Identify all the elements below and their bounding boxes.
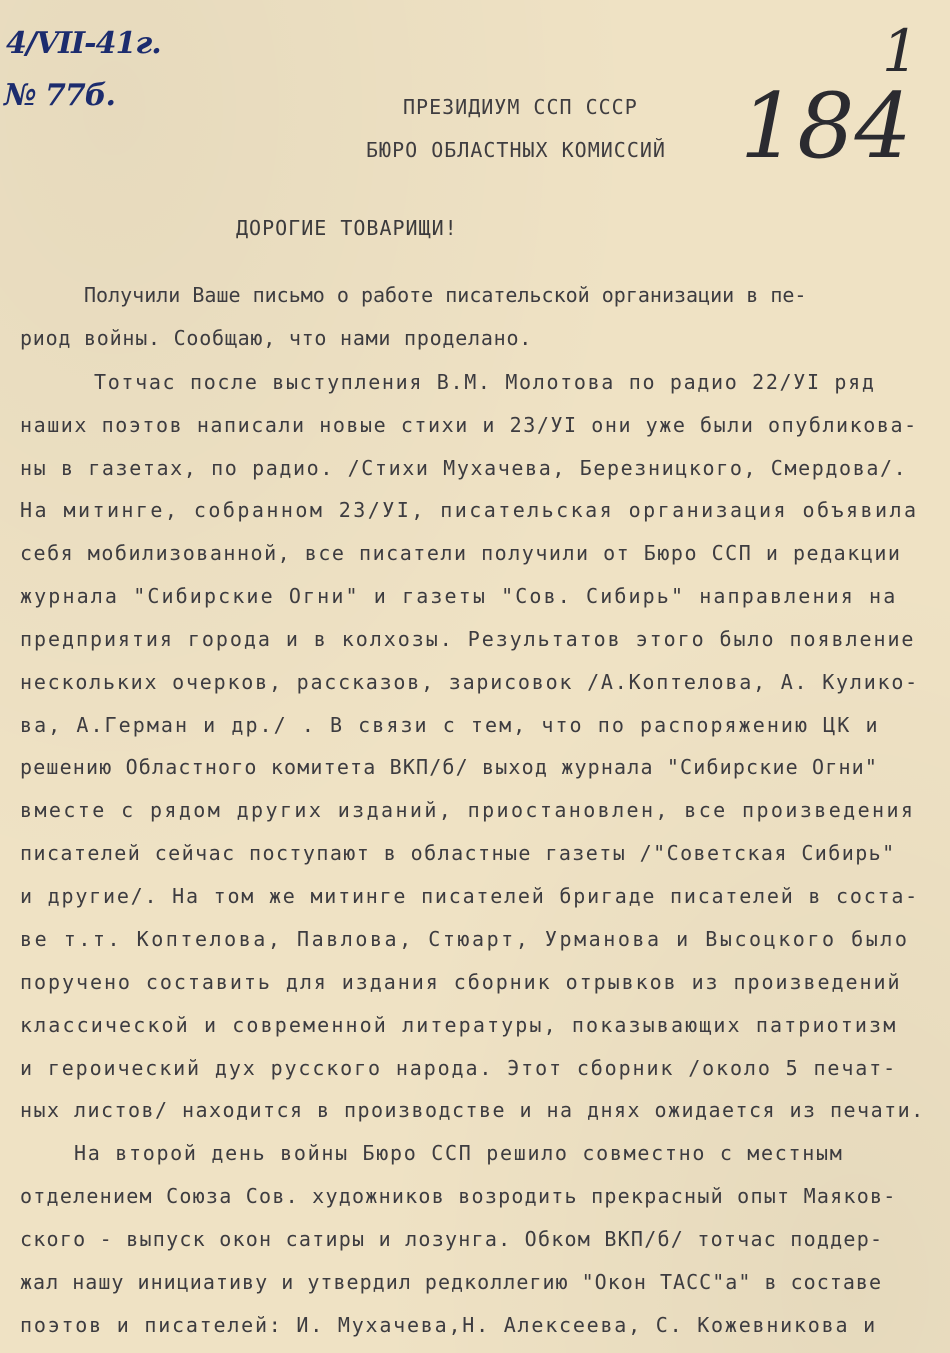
body-line: классической и современной литературы, показывающих патриотизм <box>20 1013 898 1037</box>
body-line: и героический дух русского народа. Этот сборник /около 5 печат- <box>20 1056 898 1080</box>
body-line: поручено составить для издания сборник отрывков из произведений <box>20 970 902 994</box>
handwritten-registration-number: № 77б. <box>4 78 115 113</box>
body-line: ского - выпуск окон сатиры и лозунга. Обком ВКП/б/ тотчас поддер- <box>20 1227 884 1251</box>
body-line: и другие/. На том же митинге писателей бригаде писателей в соста- <box>20 884 920 908</box>
body-line: писателей сейчас поступают в областные газеты /"Советская Сибирь" <box>20 841 896 865</box>
body-line: На второй день войны Бюро ССП решило совместно с местным <box>74 1141 844 1165</box>
body-line: нескольких очерков, рассказов, зарисовок /А.Коптелова, А. Кулико- <box>20 670 920 694</box>
body-line: предприятия города и в колхозы. Результатов этого было появление <box>20 627 916 651</box>
body-line: поэтов и писателей: И. Мухачева,Н. Алексеева, С. Кожевникова и <box>20 1313 877 1337</box>
body-line: вместе с рядом других изданий, приостановлен, все произведения <box>20 798 916 822</box>
handwritten-date: 4/VII-41г. <box>6 26 161 61</box>
body-line: решению Областного комитета ВКП/б/ выход журнала "Сибирские Огни" <box>20 755 879 779</box>
body-line: журнала "Сибирские Огни" и газеты "Сов. Сибирь" направления на <box>20 584 898 608</box>
body-line: наших поэтов написали новые стихи и 23/УI они уже были опубликова- <box>20 413 918 437</box>
body-line: Тотчас после выступления В.М. Молотова по радио 22/УI ряд <box>94 370 876 394</box>
body-line: себя мобилизованной, все писатели получили от Бюро ССП и редакции <box>20 541 902 565</box>
corner-page-mark: 1 <box>882 17 919 85</box>
body-line: ных листов/ находится в производстве и на днях ожидается из печати. <box>20 1098 925 1122</box>
body-line: Получили Ваше письмо о работе писательской организации в пе- <box>84 283 807 307</box>
body-line: риод войны. Сообщаю, что нами проделано. <box>20 326 533 350</box>
body-line: отделением Союза Сов. художников возродить прекрасный опыт Маяков- <box>20 1184 897 1208</box>
body-line: ва, А.Герман и др./ . В связи с тем, что по распоряжению ЦК и <box>20 713 880 737</box>
header-presidium: ПРЕЗИДИУМ ССП СССР <box>403 95 638 119</box>
body-line: жал нашу инициативу и утвердил редколлегию "Окон ТАСС"а" в составе <box>20 1270 883 1294</box>
body-line: На митинге, собранном 23/УI, писательская организация объявила <box>20 498 919 522</box>
body-line: ны в газетах, по радио. /Стихи Мухачева, Березницкого, Смердова/. <box>20 456 908 480</box>
body-line: ве т.т. Коптелова, Павлова, Стюарт, Урманова и Высоцкого было <box>20 927 910 951</box>
folio-number: 184 <box>740 74 912 179</box>
greeting: ДОРОГИЕ ТОВАРИЩИ! <box>236 216 458 240</box>
header-bureau: БЮРО ОБЛАСТНЫХ КОМИССИЙ <box>366 138 666 162</box>
